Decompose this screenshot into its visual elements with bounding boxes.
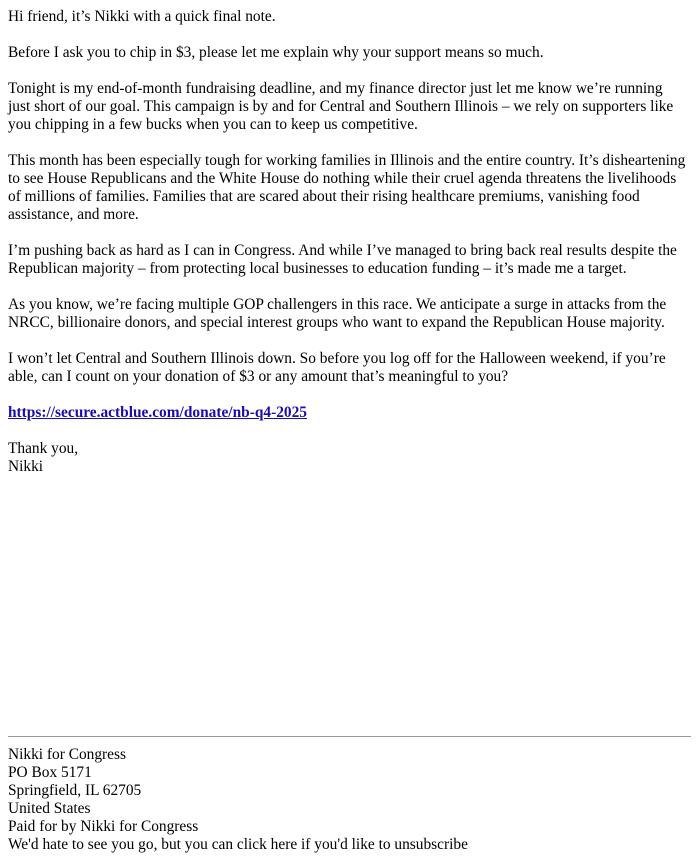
email-body — [8, 8, 688, 476]
footer — [8, 746, 691, 854]
footer-paid-for: Paid for by Nikki for Congress — [8, 818, 199, 835]
footer-divider — [8, 736, 691, 737]
paragraph-congress: I’m pushing back as hard as I can in Congress. And while I’ve managed to bring back real results despite the Republican majority – from protecting local businesses to education funding – it’s made me a target. — [8, 242, 677, 277]
signature: Nikki — [8, 458, 44, 475]
donate-link-paragraph — [8, 404, 688, 422]
paragraph-deadline: Tonight is my end-of-month fundraising deadline, and my finance director just let me know we’re running just short of our goal. This campaign is by and for Central and Southern Illinois – we rely on supporters like you chipping in a few bucks when you can to keep us competitive. — [8, 80, 674, 133]
greeting: Hi friend, it’s Nikki with a quick final note. — [8, 8, 276, 25]
unsubscribe-link[interactable]: We'd hate to see you go, but you can click here if you'd like to unsubscribe — [8, 836, 468, 853]
footer-address-line2: Springfield, IL 62705 — [8, 782, 142, 799]
footer-country: United States — [8, 800, 91, 817]
footer-org-name: Nikki for Congress — [8, 746, 126, 763]
paragraph-challengers: As you know, we’re facing multiple GOP challengers in this race. We anticipate a surge in attacks from the NRCC, billionaire donors, and special interest groups who want to expand the Republican House majority. — [8, 296, 667, 331]
donate-link[interactable]: https://secure.actblue.com/donate/nb-q4-2025 — [8, 404, 307, 421]
paragraph-intro: Before I ask you to chip in $3, please let me explain why your support means so much. — [8, 44, 544, 61]
paragraph-ask: I won’t let Central and Southern Illinois down. So before you log off for the Halloween weekend, if you’re able, can I count on your donation of $3 or any amount that’s meaningful to you? — [8, 350, 666, 385]
footer-address-line1: PO Box 5171 — [8, 764, 92, 781]
paragraph-families: This month has been especially tough for working families in Illinois and the entire country. It’s disheartening to see House Republicans and the White House do nothing while their cruel agenda threatens the livelihoods of millions of families. Families that are scared about their rising healthcare premiums, vanishing food assistance, and more. — [8, 152, 686, 223]
signoff: Thank you, — [8, 440, 79, 457]
closing — [8, 440, 688, 476]
